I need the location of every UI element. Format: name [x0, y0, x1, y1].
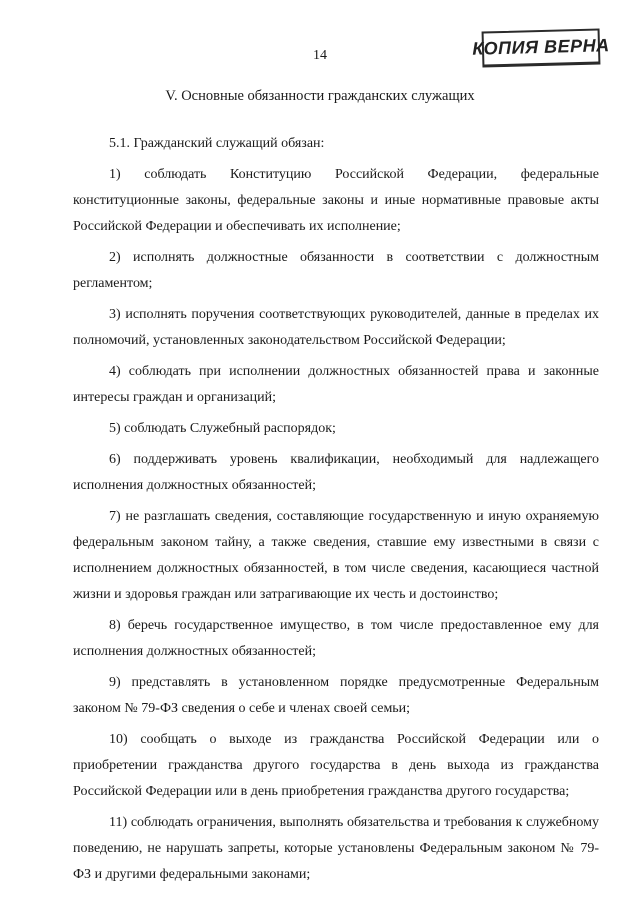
paragraph-item-8: 8) беречь государственное имущество, в том числе предоставленное ему для исполнения должностных обязанностей;	[73, 618, 599, 659]
paragraph-intro: 5.1. Гражданский служащий обязан:	[109, 136, 325, 151]
paragraph-item-9: 9) представлять в установленном порядке предусмотренные Федеральным законом № 79-ФЗ сведения о себе и членах своей семьи;	[73, 675, 599, 716]
paragraph-item-1: 1) соблюдать Конституцию Российской Федерации, федеральные конституционные законы, федеральные законы и иные нормативные правовые акты Российской Федерации и обеспечивать их исполнение;	[73, 167, 599, 234]
paragraph-item-10: 10) сообщать о выходе из гражданства Российской Федерации или о приобретении гражданства другого государства в день выхода из гражданства Российской Федерации или в день приобретения гражданства другого государства;	[73, 732, 599, 799]
paragraph-item-11: 11) соблюдать ограничения, выполнять обязательства и требования к служебному поведению, не нарушать запреты, которые установлены Федеральным законом № 79-ФЗ и другими федеральными законами;	[73, 815, 599, 882]
document-body	[73, 131, 599, 893]
paragraph-item-6: 6) поддерживать уровень квалификации, необходимый для надлежащего исполнения должностных обязанностей;	[73, 452, 599, 493]
paragraph-item-4: 4) соблюдать при исполнении должностных обязанностей права и законные интересы граждан и организаций;	[73, 364, 599, 405]
copy-certified-stamp: КОПИЯ ВЕРНА	[482, 28, 601, 67]
paragraph-item-5: 5) соблюдать Служебный распорядок;	[109, 421, 336, 436]
paragraph-item-3: 3) исполнять поручения соответствующих руководителей, данные в пределах их полномочий, установленных законодательством Российской Федерации;	[73, 307, 599, 348]
paragraph-item-2: 2) исполнять должностные обязанности в соответствии с должностным регламентом;	[73, 250, 599, 291]
paragraph-item-7: 7) не разглашать сведения, составляющие государственную и иную охраняемую федеральным законом тайну, а также сведения, ставшие ему известными в связи с исполнением должностных обязанностей, в том числе сведения, касающиеся частной жизни и здоровья граждан или затрагивающие их честь и достоинство;	[73, 509, 599, 602]
section-heading: V. Основные обязанности гражданских служащих	[165, 88, 475, 104]
page-number: 14	[313, 48, 327, 63]
